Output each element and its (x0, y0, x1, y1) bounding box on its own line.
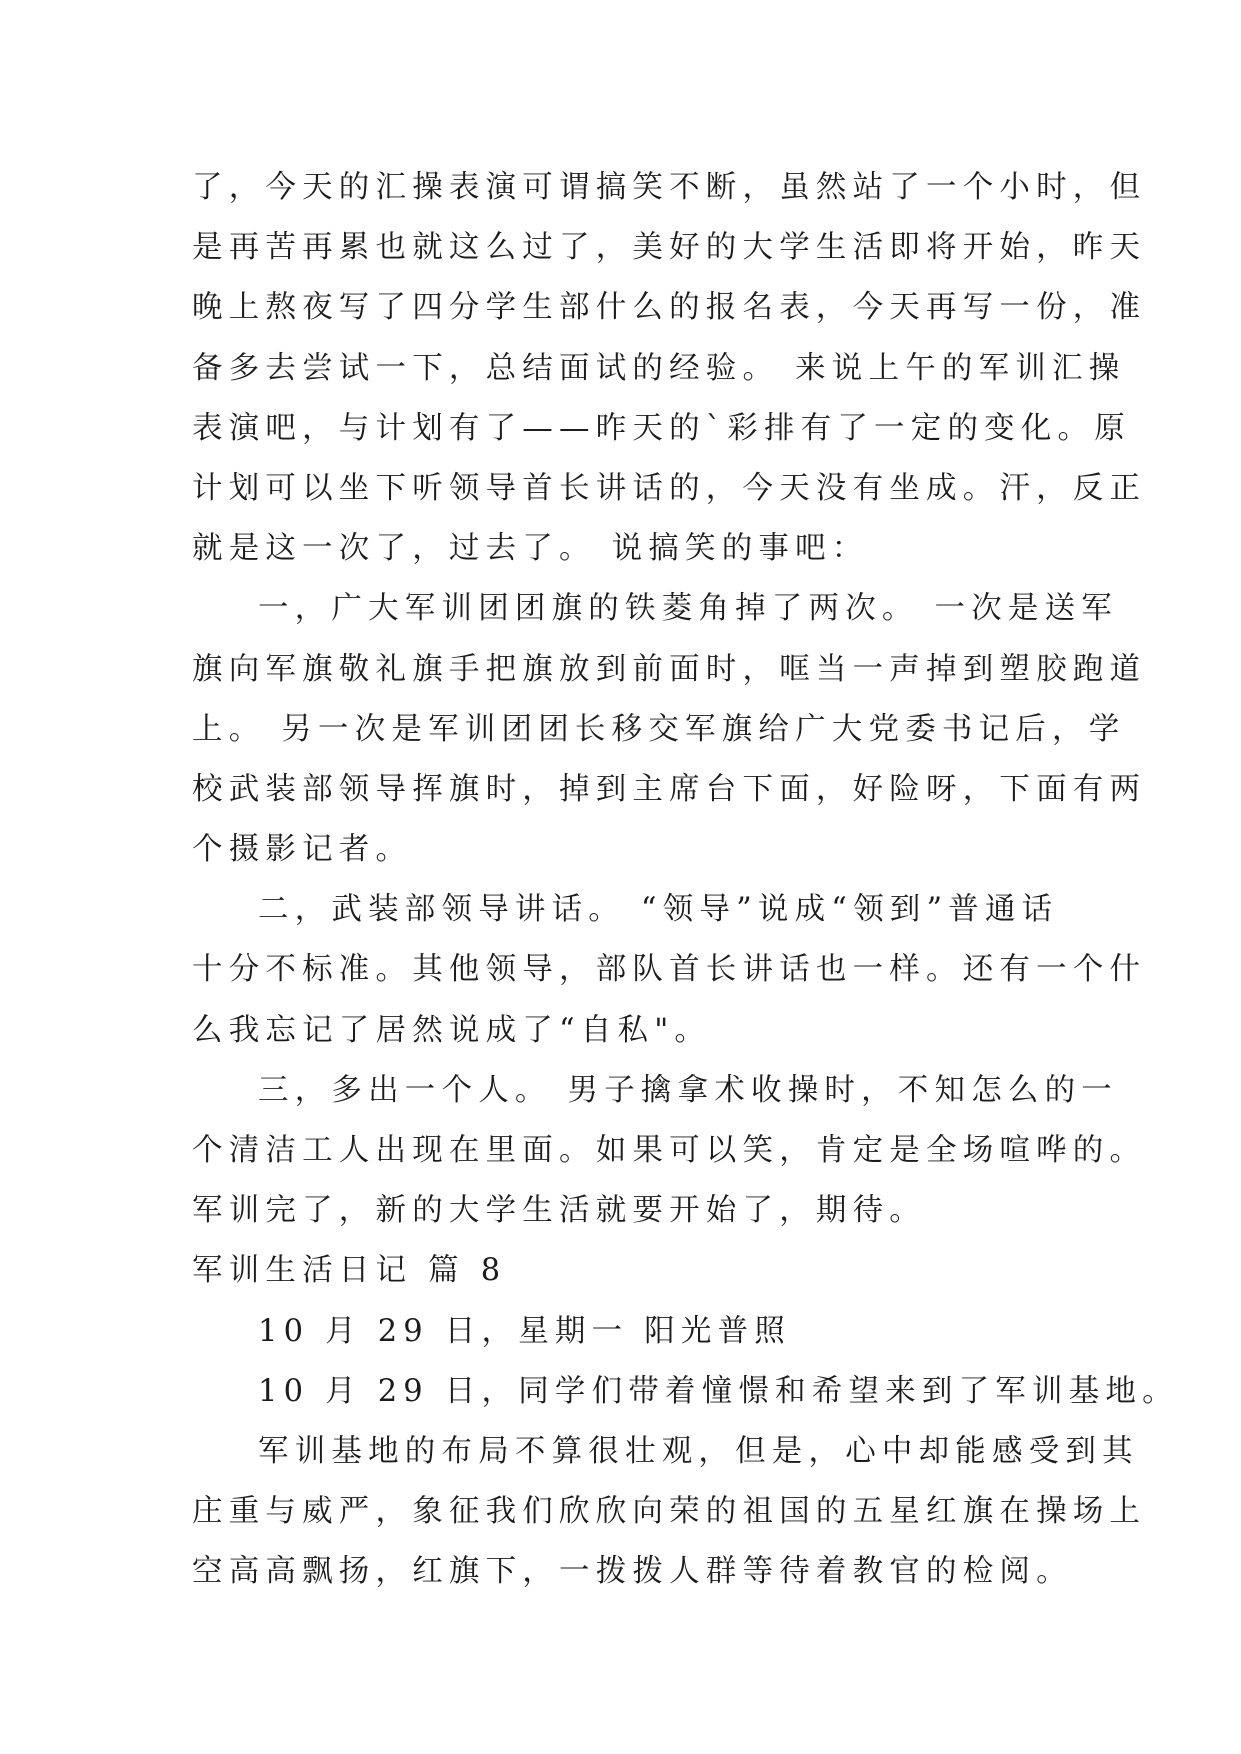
text-line: 军训完了，新的大学生活就要开始了，期待。 (192, 1193, 926, 1229)
text-line: 军训生活日记 篇 8 (192, 1253, 507, 1289)
text-line: 空高高飘扬，红旗下，一拨拨人群等待着教官的检阅。 (192, 1554, 1073, 1590)
text-line: 个清洁工人出现在里面。如果可以笑，肯定是全场喧哗的。 (192, 1133, 1147, 1168)
text-line: 了，今天的汇操表演可谓搞笑不断，虽然站了一个小时，但 (192, 170, 1147, 205)
text-line: 个摄影记者。 (192, 832, 413, 868)
text-line: 备多去尝试一下，总结面试的经验。 来说上午的军训汇操 (192, 350, 1126, 386)
text-line: 表演吧，与计划有了——昨天的`彩排有了一定的变化。原 (192, 410, 1131, 446)
text-line: 一，广大军训团团旗的铁菱角掉了两次。 一次是送军 (258, 591, 1118, 627)
text-line: 是再苦再累也就这么过了，美好的大学生活即将开始，昨天 (192, 230, 1147, 266)
text-line: 晚上熬夜写了四分学生部什么的报名表，今天再写一份，准 (192, 290, 1147, 326)
text-line: 庄重与威严，象征我们欣欣向荣的祖国的五星红旗在操场上 (192, 1494, 1147, 1530)
text-line: 上。 另一次是军训团团长移交军旗给广大党委书记后，学 (192, 711, 1126, 747)
text-line: 二，武装部领导讲话。 “领导”说成“领到”普通话 (258, 892, 1059, 928)
text-line: 就是这一次了，过去了。 说搞笑的事吧： (192, 531, 869, 567)
text-line: 10 月 29 日，星期一 阳光普照 (258, 1313, 791, 1349)
text-line: 旗向军旗敬礼旗手把旗放到前面时，哐当一声掉到塑胶跑道 (192, 651, 1147, 687)
text-line: 校武装部领导挥旗时，掉到主席台下面，好险呀，下面有两 (192, 771, 1147, 807)
text-line: 十分不标准。其他领导，部队首长讲话也一样。还有一个什 (192, 952, 1147, 988)
text-line: 三，多出一个人。 男子擒拿术收操时，不知怎么的一 (258, 1072, 1118, 1108)
text-line: 军训基地的布局不算很壮观，但是，心中却能感受到其 (258, 1433, 1139, 1469)
document-body (192, 158, 1179, 1603)
text-line: 计划可以坐下听领导首长讲话的，今天没有坐成。汗，反正 (192, 470, 1147, 506)
text-line: 么我忘记了居然说成了“自私"。 (192, 1012, 712, 1048)
text-line: 10 月 29 日，同学们带着憧憬和希望来到了军训基地。 (258, 1373, 1179, 1409)
